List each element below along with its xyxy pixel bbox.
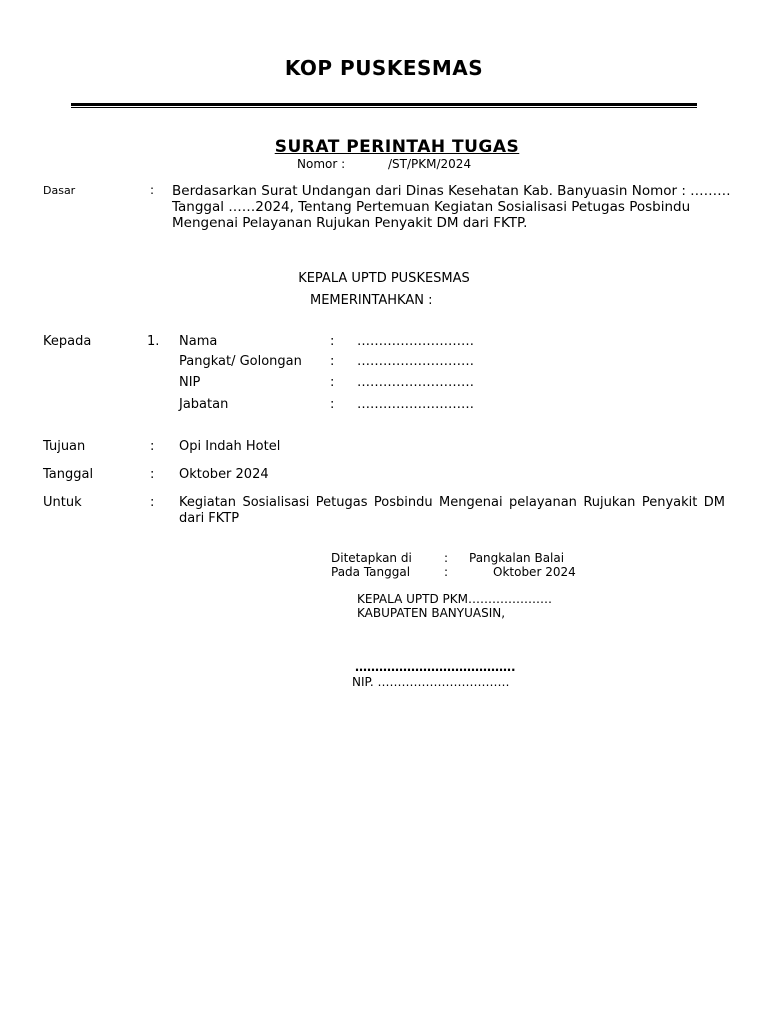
signature-name-placeholder: …………………………………. [355,660,516,674]
nomor-value: /ST/PKM/2024 [388,157,472,171]
document-title: SURAT PERINTAH TUGAS [274,137,520,157]
pada-tanggal-colon: : [444,565,449,579]
tujuan-colon: : [150,439,155,454]
dasar-label: Dasar [43,184,76,197]
ditetapkan-colon: : [444,551,449,565]
ditetapkan-label: Ditetapkan di [331,551,412,565]
kepada-number: 1. [147,334,160,349]
signature-title-line1: KEPALA UPTD PKM………………… [357,592,552,606]
kepada-label: Kepada [43,334,92,349]
field-value-jabatan: ……………………… [357,397,474,412]
untuk-value: Kegiatan Sosialisasi Petugas Posbindu Mengenai pelayanan Rujukan Penyakit DM dari FKTP [179,495,725,526]
letterhead-divider-thick [71,103,697,106]
pada-tanggal-value: Oktober 2024 [493,565,576,579]
tujuan-label: Tujuan [43,439,86,454]
field-label-jabatan: Jabatan [179,397,229,412]
untuk-label: Untuk [43,495,82,510]
tanggal-value: Oktober 2024 [179,467,269,482]
letterhead-title: KOP PUSKESMAS [284,56,484,80]
tanggal-label: Tanggal [43,467,94,482]
signature-nip: NIP. …………………………… [352,675,510,689]
ditetapkan-value: Pangkalan Balai [469,551,565,565]
letterhead-divider-thin [71,107,697,108]
tujuan-value: Opi Indah Hotel [179,439,281,454]
signature-title-line2: KABUPATEN BANYUASIN, [357,606,506,620]
field-label-nip: NIP [179,375,201,390]
untuk-colon: : [150,495,155,510]
kepala-heading: KEPALA UPTD PUSKESMAS [298,271,470,286]
pada-tanggal-label: Pada Tanggal [331,565,411,579]
nomor-label: Nomor : [297,157,346,171]
tanggal-colon: : [150,467,155,482]
field-value-nip: ……………………… [357,375,474,390]
field-value-nama: ……………………… [357,334,474,349]
field-value-pangkat: ……………………… [357,354,474,369]
field-label-pangkat: Pangkat/ Golongan [179,354,302,369]
field-colon-jabatan: : [330,397,335,412]
field-colon-nama: : [330,334,335,349]
field-label-nama: Nama [179,334,218,349]
memerintahkan-heading: MEMERINTAHKAN : [310,293,433,308]
dasar-colon: : [150,183,155,197]
dasar-text: Berdasarkan Surat Undangan dari Dinas Kesehatan Kab. Banyuasin Nomor : ……… Tanggal ……2024, Tentang Pertemuan Kegiatan Sosialisasi Petugas Posbindu Mengenai Pelayanan Rujukan Penyakit DM dari FKTP. [172,183,731,231]
field-colon-nip: : [330,375,335,390]
field-colon-pangkat: : [330,354,335,369]
